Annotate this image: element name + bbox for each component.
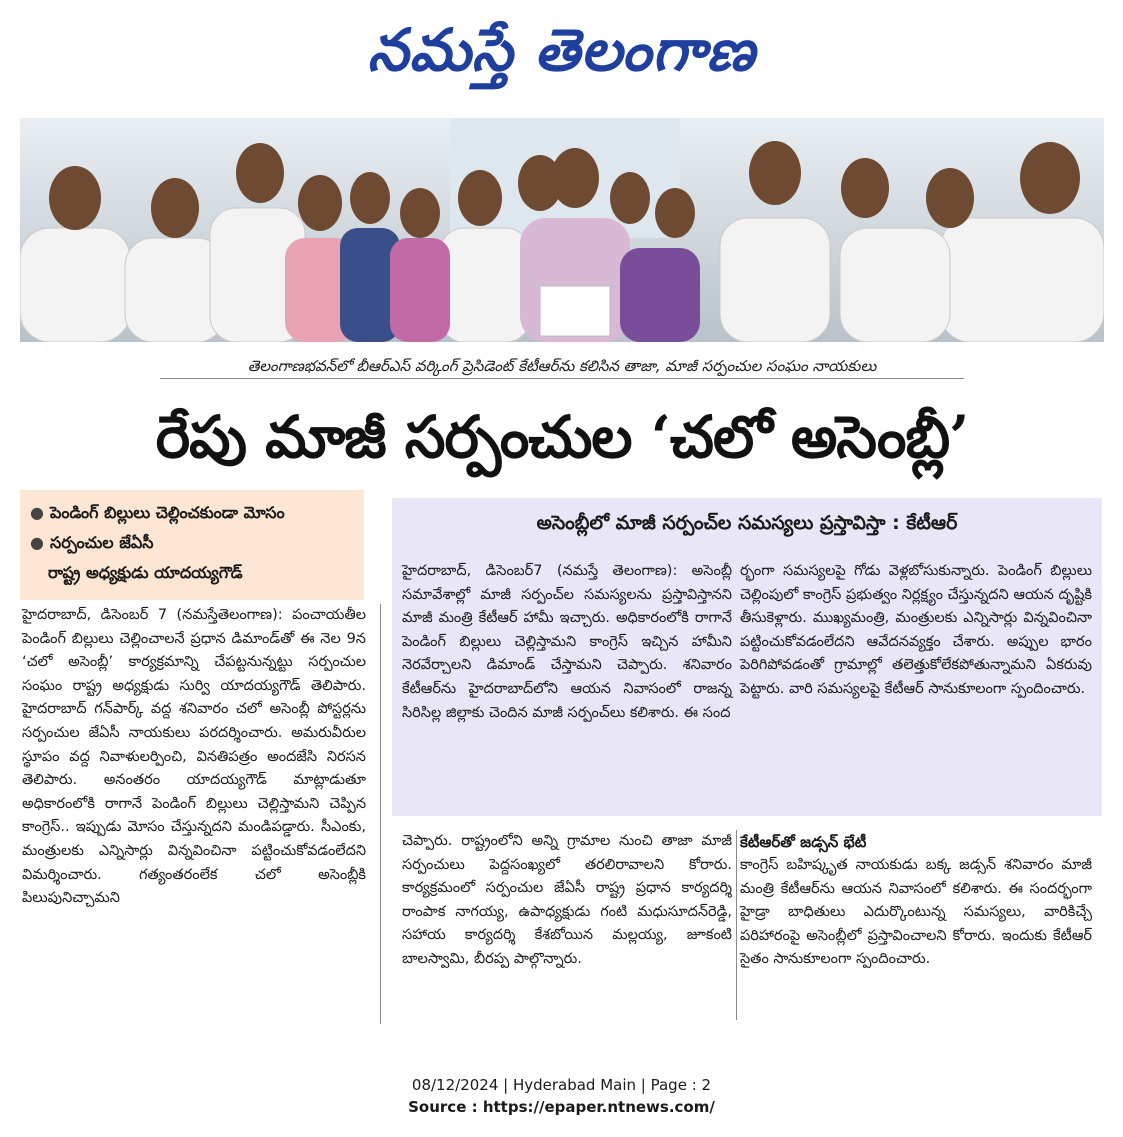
group-photo-illustration [20,118,1104,342]
bullet-icon: ● [30,503,44,522]
sidebar-text: ర్భంగా సమస్యలపై గోడు వెళ్లబోసుకున్నారు. పెండింగ్ బిల్లులు చెల్లింపులో కాంగ్రెస్ ప్రభుత్వం నిర్లక్ష్యం చేస్తున్నదని ఆయన దృష్టికి తీసుకెళ్లారు. ముఖ్యమంత్రి, మంత్రులకు ఎన్నిసార్లు విన్నవించినా పట్టించుకోవడంలేదని ఆవేదనవ్యక్తం చేశారు. అప్పుల భారం పెరిగిపోవడంతో గ్రామాల్లో తలెత్తుకోలేకపోతున్నామని ఏకరువు పెట్టారు. వారి సమస్యలపై కేటీఆర్ సానుకూలంగా స్పందించారు. [740,563,1092,697]
sidebar-column-1 [402,560,732,725]
column-divider [380,604,381,1024]
column-divider [736,830,737,1020]
main-headline: రేపు మాజీ సర్పంచుల ‘చలో అసెంబ్లీ’ [155,403,969,471]
highlight-item: ● పెండింగ్ బిల్లులు చెల్లించకుండా మోసం [30,503,285,522]
sidebar-column-2 [740,560,1092,702]
article-text: హైదరాబాద్, డిసెంబర్ 7 (నమస్తేతెలంగాణ): పంచాయతీల పెండింగ్ బిల్లులు చెల్లించాలనే ప్రధాన డిమాండ్‌తో ఈ నెల 9న ‘చలో అసెంబ్లీ’ కార్యక్రమాన్ని చేపట్టనున్నట్టు సర్పంచుల సంఘం రాష్ట్ర అధ్యక్షుడు సుర్వి యాదయ్యగౌడ్ తెలిపారు. హైదరాబాద్ గన్‌పార్క్ వద్ద శనివారం చలో అసెంబ్లీ పోస్టర్లను సర్పంచుల జేఏసీ నాయకులు పరదర్శించారు. అమరువీరుల స్థూపం వద్ద నివాళులర్పించి, వినతిపత్రం అందజేసి నిరసన తెలిపారు. అనంతరం యాదయ్యగౌడ్ మాట్లాడుతూ అధికారంలోకి రాగానే పెండింగ్ బిల్లులు చెల్లిస్తామని చెప్పిన కాంగ్రెస్.. ఇప్పుడు మోసం చేస్తున్నదని మండిపడ్డారు. సీఎంకు, మంత్రులకు ఎన్నిసార్లు విన్నవించినా పట్టించుకోవడంలేదని విమర్శించారు. గత్యంతరంలేక చలో అసెంబ్లీకి పిలుపునిచ్చామని [22,607,366,907]
sidebar-headline: అసెంబ్లీలో మాజీ సర్పంచ్‌ల సమస్యలు ప్రస్తావిస్తా : కేటీఆర్ [392,498,1102,548]
photo-caption: తెలంగాణభవన్‌లో బీఆర్‌ఎస్ వర్కింగ్ ప్రెసిడెంట్ కేటీఆర్‌ను కలిసిన తాజా, మాజీ సర్పంచుల సంఘం నాయకులు [160,354,964,379]
article-column-2 [402,830,732,972]
masthead [0,4,1123,96]
article-text: కాంగ్రెస్ బహిష్కృత నాయకుడు బక్క జడ్సన్ శనివారం మాజీ మంత్రి కేటీఆర్‌ను ఆయన నివాసంలో కలిశారు. ఈ సందర్భంగా హైడ్రా బాధితులు ఎదుర్కొంటున్న సమస్యలు, వారికిచ్చే పరిహారంపై అసెంబ్లీలో ప్రస్తావించాలని కోరారు. ఇందుకు కేటీఆర్ సైతం సానుకూలంగా స్పందించారు. [740,857,1092,968]
article-text: చెప్పారు. రాష్ట్రంలోని అన్ని గ్రామాల నుంచి తాజా మాజీ సర్పంచులు పెద్దసంఖ్యలో తరలిరావాలని కోరారు. కార్యక్రమంలో సర్పంచుల జేఏసీ రాష్ట్ర ప్రధాన కార్యదర్శి రాంపాక నాగయ్య, ఉపాధ్యక్షుడు గంటి మధుసూదన్‌రెడ్డి, సహాయ కార్యదర్శి కేశబోయిన మల్లయ్య, జూకంటి బాలస్వామి, బీరప్ప పాల్గొన్నారు. [402,833,732,967]
article-column-1 [22,604,366,911]
bullet-icon: ● [30,533,44,552]
section-subheading: కేటీఆర్‌తో జడ్సన్ భేటీ [740,833,867,851]
source-link[interactable]: Source : https://epaper.ntnews.com/ [408,1098,715,1116]
sidebar-text: హైదరాబాద్, డిసెంబర్7 (నమస్తే తెలంగాణ): అసెంబ్లీ సమావేశాల్లో మాజీ సర్పంచ్‌ల సమస్యలను ప్రస్తావిస్తానని మాజీ మంత్రి కేటీఆర్ హామీ ఇచ్చారు. అధికారంలోకి రాగానే పెండింగ్ బిల్లులు చెల్లిస్తామని కాంగ్రెస్ ఇచ్చిన హామీని నెరవేర్చాలని డిమాండ్ చేస్తామని చెప్పారు. శనివారం కేటీఆర్‌ను హైదరాబాద్‌లోని ఆయన నివాసంలో రాజన్న సిరిసిల్ల జిల్లాకు చెందిన మాజీ సర్పంచ్‌లు కలిశారు. ఈ సంద [402,563,732,721]
edition-info: 08/12/2024 | Hyderabad Main | Page : 2 [411,1076,712,1094]
highlights-box [20,490,364,600]
newspaper-logo-title: నమస్తే తెలంగాణ [367,16,756,84]
article-column-3 [740,830,1092,972]
highlight-item: ● సర్పంచుల జేఏసీ రాష్ట్ర అధ్యక్షుడు యాదయ్యగౌడ్ [30,533,243,582]
news-photo [20,118,1104,342]
page-footer [0,1074,1123,1118]
